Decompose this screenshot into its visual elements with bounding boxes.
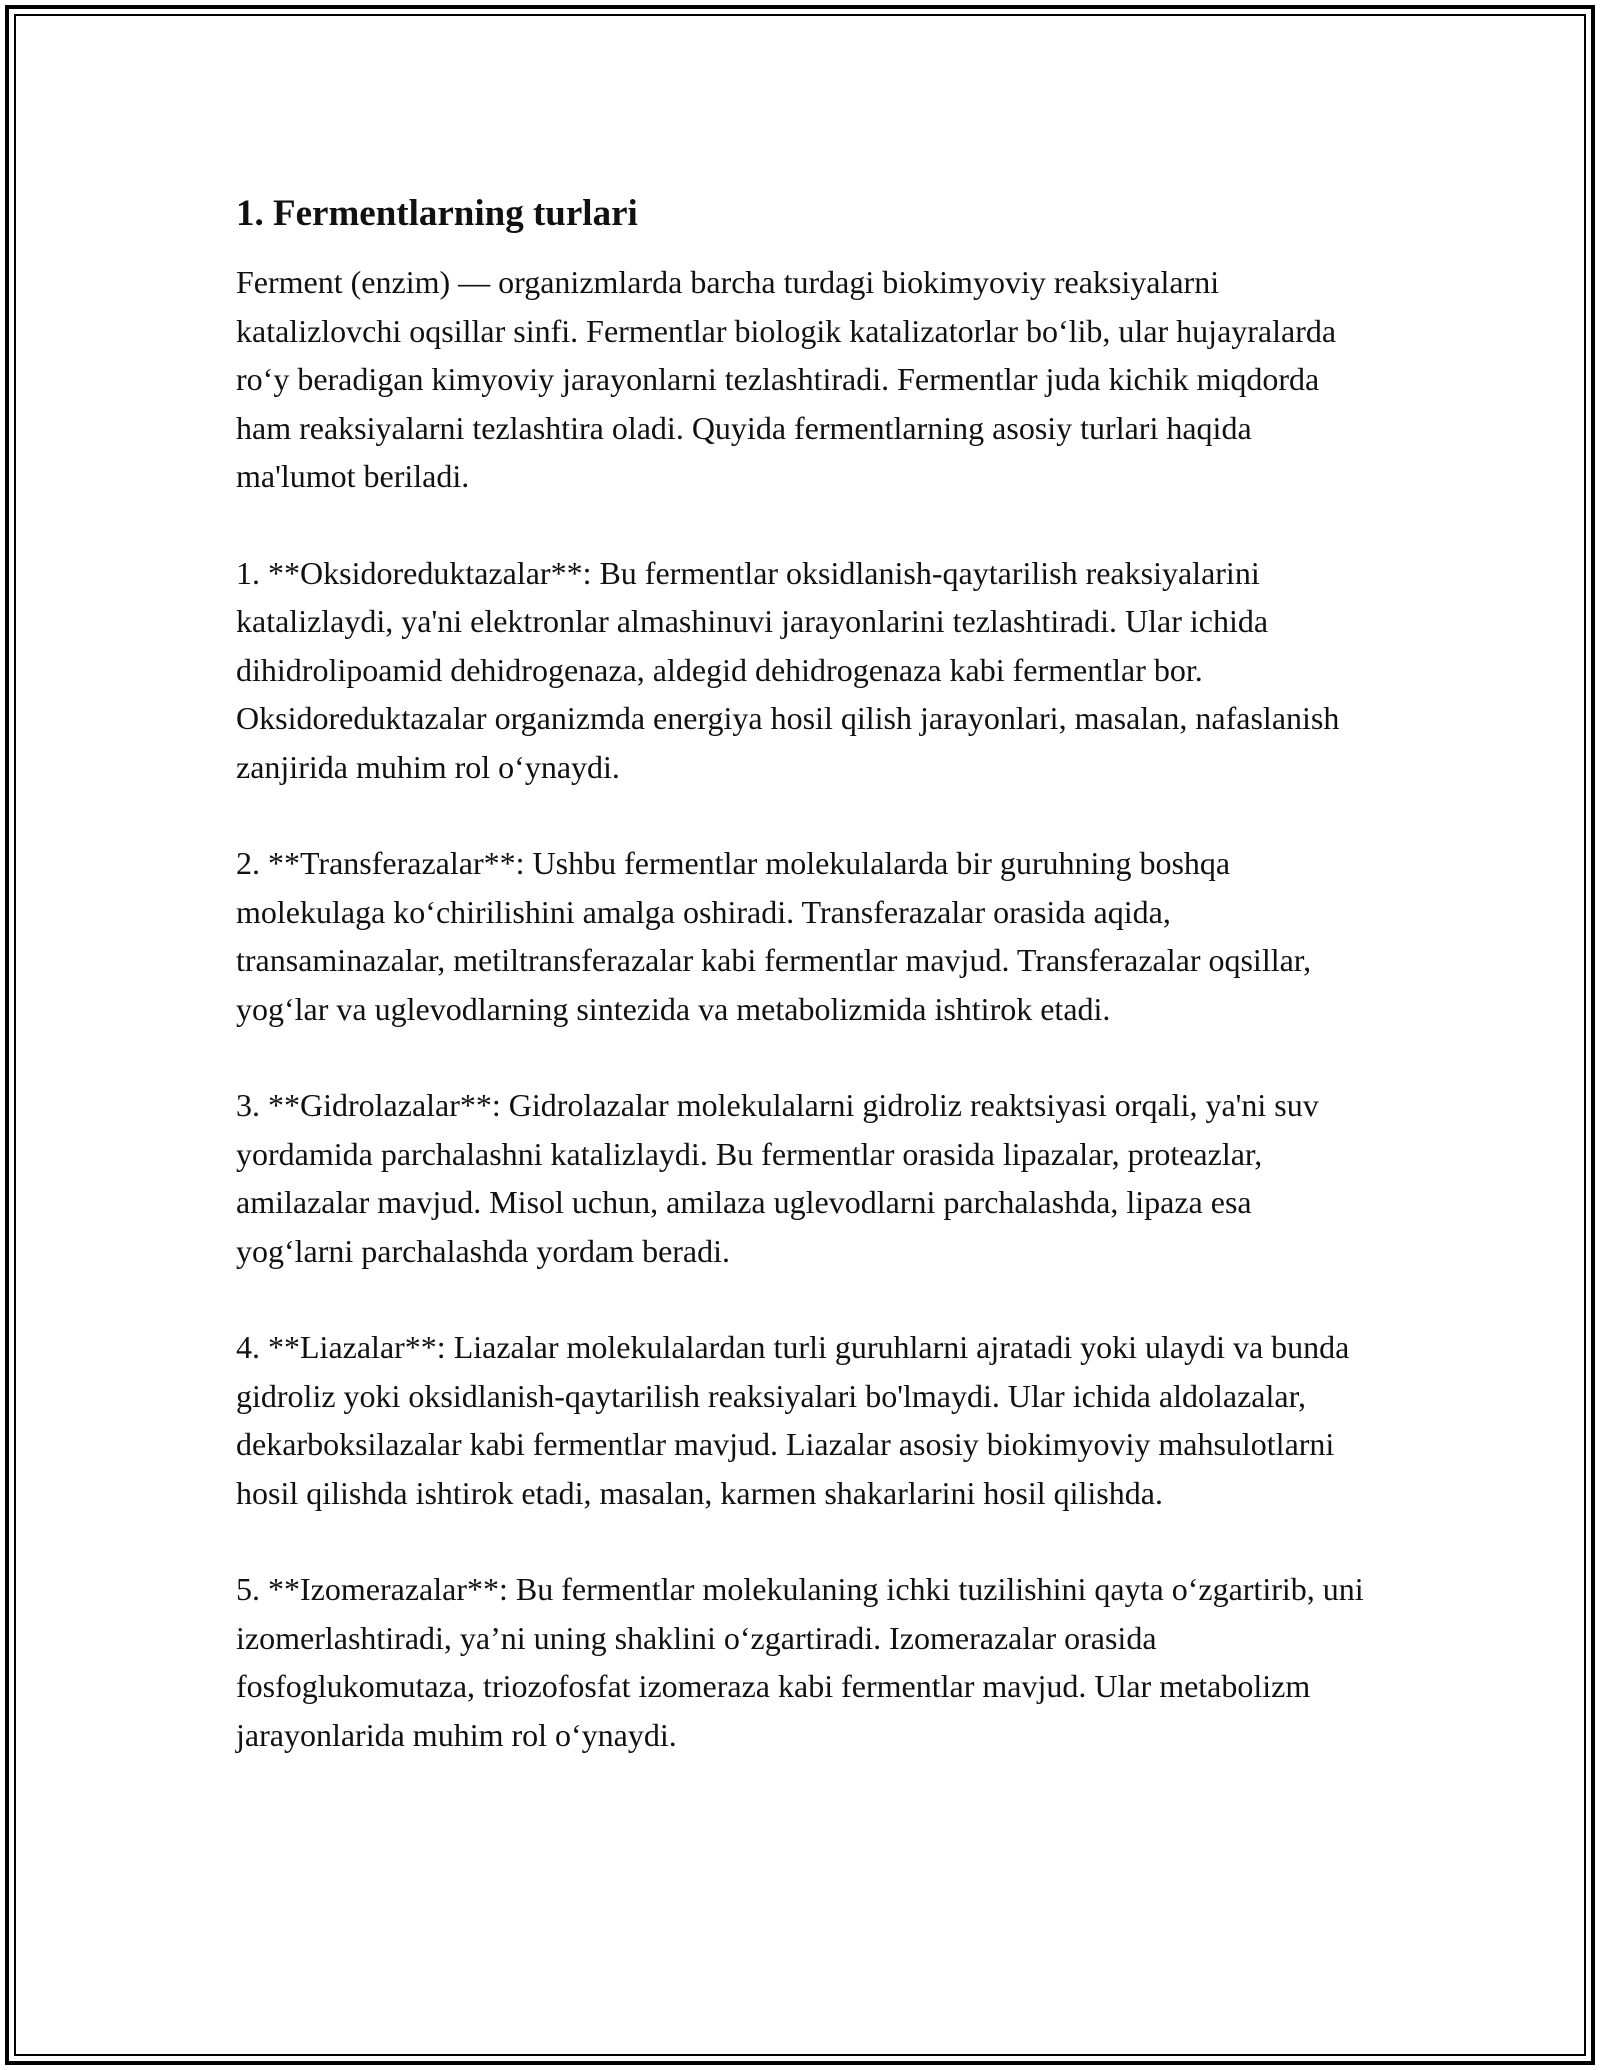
intro-paragraph: Ferment (enzim) — organizmlarda barcha turdagi biokimyoviy reaksiyalarni katalizlovchi oqsillar sinfi. Fermentlar biologik katalizatorlar bo‘lib, ular hujayralarda ro‘y beradigan kimyoviy jarayonlarni tezlashtiradi. Fermentlar juda kichik miqdorda ham reaksiyalarni tezlashtira oladi. Quyida fermentlarning asosiy turlari haqida ma'lumot beriladi. xyxy=(236,264,1337,494)
paragraph-gidrolazalar: 3. **Gidrolazalar**: Gidrolazalar molekulalarni gidroliz reaktsiyasi orqali, ya'ni suv yordamida parchalashni katalizlaydi. Bu fermentlar orasida lipazalar, proteazlar, amilazalar mavjud. Misol uchun, amilaza uglevodlarni parchalashda, lipaza esa yog‘larni parchalashda yordam beradi. xyxy=(236,1087,1319,1269)
paragraph-liazalar: 4. **Liazalar**: Liazalar molekulalardan turli guruhlarni ajratadi yoki ulaydi va bunda gidroliz yoki oksidlanish-qaytarilish reaksiyalari bo'lmaydi. Ular ichida aldolazalar, dekarboksilazalar kabi fermentlar mavjud. Liazalar asosiy biokimyoviy mahsulotlarni hosil qilishda ishtirok etadi, masalan, karmen shakarlarini hosil qilishda. xyxy=(236,1329,1350,1511)
paragraph-transferazalar: 2. **Transferazalar**: Ushbu fermentlar molekulalarda bir guruhning boshqa molekulaga ko‘chirilishini amalga oshiradi. Transferazalar orasida aqida, transaminazalar, metiltransferazalar kabi fermentlar mavjud. Transferazalar oqsillar, yog‘lar va uglevodlarning sintezida va metabolizmida ishtirok etadi. xyxy=(236,845,1312,1027)
section-heading: 1. Fermentlarning turlari xyxy=(236,193,638,234)
paragraph-izomerazalar: 5. **Izomerazalar**: Bu fermentlar molekulaning ichki tuzilishini qayta o‘zgartirib, uni izomerlashtiradi, ya’ni uning shaklini o‘zgartiradi. Izomerazalar orasida fosfoglukomutaza, triozofosfat izomeraza kabi fermentlar mavjud. Ular metabolizm jarayonlarida muhim rol o‘ynaydi. xyxy=(236,1571,1364,1753)
document-body xyxy=(236,188,1376,1807)
paragraph-oksidoreduktazalar: 1. **Oksidoreduktazalar**: Bu fermentlar oksidlanish-qaytarilish reaksiyalarini katalizlaydi, ya'ni elektronlar almashinuvi jarayonlarini tezlashtiradi. Ular ichida dihidrolipoamid dehidrogenaza, aldegid dehidrogenaza kabi fermentlar bor. Oksidoreduktazalar organizmda energiya hosil qilish jarayonlari, masalan, nafaslanish zanjirida muhim rol o‘ynaydi. xyxy=(236,554,1340,785)
